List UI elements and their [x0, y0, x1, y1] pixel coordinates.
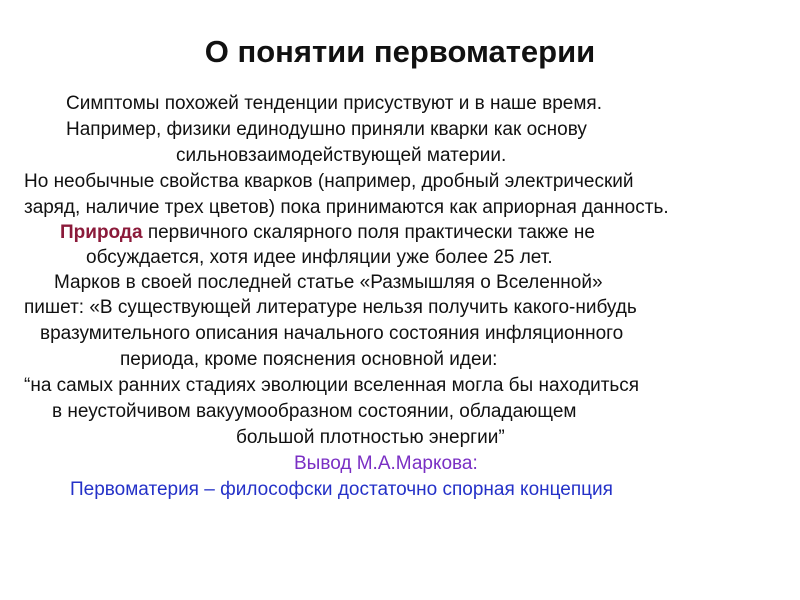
text-line-10: вразумительного описания начального состояния инфляционного: [40, 323, 624, 344]
text-line-9: пишет: «В существующей литературе нельзя получить какого-нибудь: [24, 297, 637, 318]
text-line-6: [60, 220, 595, 246]
text-line-4: Но необычные свойства кварков (например, дробный электрический: [24, 171, 634, 192]
text-line-3: сильновзаимодействующей материи.: [176, 145, 507, 166]
text-line-12: “на самых ранних стадиях эволюции вселенная могла бы находиться: [24, 375, 640, 396]
text-line-7: обсуждается, хотя идее инфляции уже более 25 лет.: [86, 247, 553, 268]
conclusion-text: Первоматерия – философски достаточно спорная концепция: [70, 479, 613, 500]
text-line-6-rest: первичного скалярного поля практически также не: [147, 222, 595, 243]
text-line-13: в неустойчивом вакуумообразном состоянии, обладающем: [52, 401, 577, 422]
text-line-5: заряд, наличие трех цветов) пока принимаются как априорная данность.: [24, 197, 669, 218]
text-line-2: Например, физики единодушно приняли кварки как основу: [66, 119, 587, 140]
highlight-word: Природа: [60, 222, 143, 243]
slide-title: О понятии первоматерии: [204, 34, 596, 69]
text-line-1: Симптомы похожей тенденции присуствуют и в наше время.: [66, 93, 602, 114]
text-line-11: периода, кроме пояснения основной идеи:: [120, 349, 498, 370]
text-line-14: большой плотностью энергии”: [236, 427, 505, 448]
conclusion-label: Вывод М.А.Маркова:: [294, 453, 478, 474]
text-line-8: Марков в своей последней статье «Размышляя о Вселенной»: [54, 272, 603, 293]
